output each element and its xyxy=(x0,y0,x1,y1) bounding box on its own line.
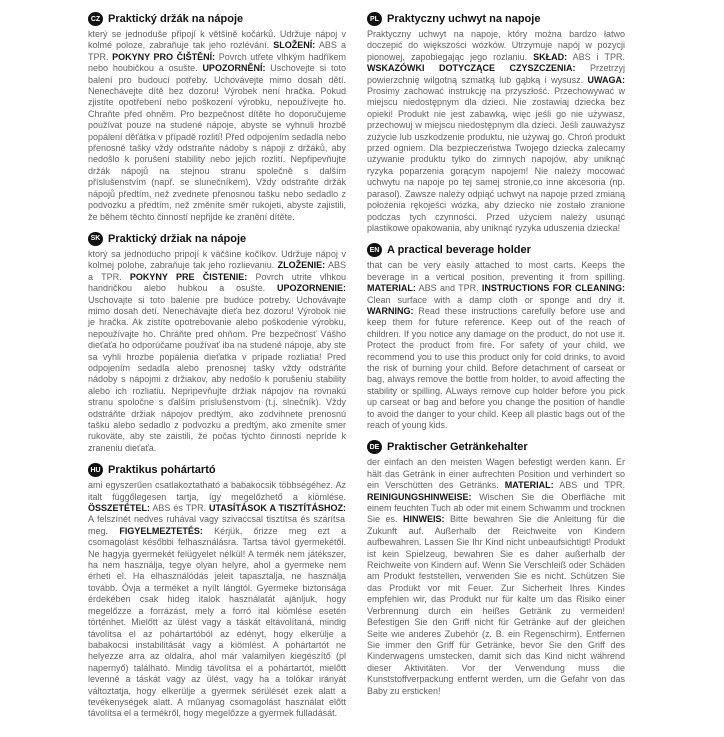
body-text: Uschovajte si toto balenie pre budúce potreby. Uchovávajte mimo dosah detí. Nenechávajte dieťa bez dozoru! Výrobok nie je hračka. Ak zistíte opotrebovanie alebo poškodenie výrobku, nepoužívajte ho. Chráňte pred ohňom. Pre bezpečnosť Vášho dieťaťa ho odporúčame používať iba na studené nápoje, aby ste sa vyhli hrozbe popálenia dieťatka v prípade rozliatia! Pred odpojením sedadla alebo prenosnej tašky vždy odstráňte nádoby s nápojmi z držiakov, aby nedošlo k porušeniu stability alebo ich rozliatiu. Nepripevňujte držiak nápojov na rovnakú stranu spoločne s ďalším príslušenstvom (t.j. slnečník). Vždy odstráňte držiak nápojov predtým, ako zodvihnete prenosnú tašku alebo sedadlo z podvozku a predtým, ako zmeníte smer rukoväte, aby ste zaistili, že počas týchto činností nepríde k zraneniu dieťaťa. xyxy=(88,294,346,453)
section-body xyxy=(367,457,625,697)
body-keyword: ZLOŽENIE: xyxy=(277,260,326,271)
body-keyword: UWAGA: xyxy=(587,74,625,85)
section-title: A practical beverage holder xyxy=(387,244,531,257)
body-text: Povrch utřete vlhkým hadříkem nebo houbičkou a osušte. xyxy=(88,51,346,74)
body-keyword: FIGYELMEZTETÉS: xyxy=(119,525,203,536)
section-cz xyxy=(88,12,346,223)
language-badge-pl: PL xyxy=(367,12,382,26)
body-text: Praktyczny uchwyt na napoje, który można bardzo łatwo doczepić do większości wózków. Utrzymuje napój w pozycji pionowej, zapobiegając jego rozlaniu. xyxy=(367,29,625,62)
body-text: ABS és TPR. xyxy=(150,503,210,514)
section-sk xyxy=(88,232,346,454)
section-body xyxy=(88,249,346,454)
language-badge-sk: SK xyxy=(88,232,103,246)
body-keyword: WARNING: xyxy=(367,305,414,316)
left-column xyxy=(88,12,346,729)
section-title: Praktický držák na nápoje xyxy=(108,13,244,25)
body-keyword: REINIGUNGSHINWEISE: xyxy=(367,491,472,502)
section-en xyxy=(367,243,625,431)
section-title: Praktyczny uchwyt na napoje xyxy=(387,13,541,25)
body-text: který se jednoduše připojí k většině kočárků. Udržuje nápoj v kolmé poloze, zabraňuje tak jeho rozlévání. xyxy=(88,29,346,51)
section-title: Praktický držiak na nápoje xyxy=(108,232,247,245)
section-title: Praktischer Getränkehalter xyxy=(387,441,528,454)
body-text: ABS und TPR. xyxy=(553,480,625,491)
body-text: Prosimy zachować instrukcję na przyszłość. Przechowywać w miejscu niedostępnym dla dzieci. Nie zostawiaj dziecka bez opieki! Produkt nie jest zabawką, więc jeśli go nie używasz, przechowuj w miejscu niedostępnym dla dzieci. Jeśli zauważysz zużycie lub uszkodzenie produktu, nie używaj go. Chroń produkt przed ogniem. Dla bezpieczeństwa Twojego dziecka zalecamy używanie produktu tylko do zimnych napojów, aby uniknąć ryzyka poparzenia gorącym napojem! Nie należy mocować uchwytu na napoje po tej samej stronie,co inne akcesoria (np. parasol). Zawsze należy odpiąć uchwyt na napoje przed zmianą położenia rękojeści wózka, aby dziecko nie zostało zranione podczas tych czynności. Przed użyciem należy usunąć plastikowe opakowania, aby uniknąć ryzyka uduszenia dziecka! xyxy=(367,86,625,233)
section-body xyxy=(88,480,346,720)
body-text: ktorý sa jednoducho pripojí k väčšine kočíkov. Udržuje nápoj v kolmej polohe, zabraňuje tak jeho rozlievaniu. xyxy=(88,248,346,271)
body-text: ABS and TPR. xyxy=(415,283,482,294)
body-keyword: UPOZORNENIE: xyxy=(276,283,346,294)
section-heading xyxy=(88,232,346,246)
body-text: Uschovejte si toto balení pro budoucí potřeby. Uchovávejte mimo dosah dětí. Nenechávejte dítě bez dozoru! Výrobek není hračka. Pokud zjistíte opotřebení nebo poškození výrobku, nepoužívejte ho. Chraňte před ohněm. Pro bezpečnost dítěte ho doporučujeme používat pouze na studené nápoje, abyste se vyhnuli hrozbě popálení děťátka v případě rozlití! Před odpojením sedadla nebo přenosné tašky vždy odstraňte nádoby s nápoji z držáků, aby nedošlo k porušení stability nebo jejich rozlití. Nepřipevňujte držák nápojů na stejnou stranu společně s dalším příslušenstvím (např. se slunečníkem). Vždy odstraňte držák nápojů předtím, než zvednete přenosnou tašku nebo sedadlo z podvozku a předtím, než změníte směr rukojeti, abyste zajistili, že během těchto činností nepřijde ke zranění dítěte. xyxy=(88,63,346,222)
section-heading xyxy=(88,12,346,26)
body-text: Clean surface with a damp cloth or sponge and dry it. xyxy=(367,294,625,305)
body-text: Povrch utrite vlhkou handričkou alebo hubkou a osušte. xyxy=(88,271,346,294)
body-keyword: SKŁAD: xyxy=(533,51,568,62)
body-keyword: UTASÍTÁSOK A TISZTÍTÁSHOZ: xyxy=(209,503,347,514)
language-badge-hu: HU xyxy=(88,463,103,477)
language-badge-en: EN xyxy=(367,243,382,257)
section-body xyxy=(367,260,625,431)
body-keyword: UPOZORNĚNÍ: xyxy=(202,63,266,74)
body-keyword: ÖSSZETÉTEL: xyxy=(88,503,151,514)
body-keyword: MATERIAL: xyxy=(504,480,554,491)
section-title: Praktikus pohártartó xyxy=(108,464,216,477)
body-keyword: INSTRUCTIONS FOR CLEANING: xyxy=(481,283,626,294)
body-text: ABS a TPR. xyxy=(88,40,346,62)
language-badge-de: DE xyxy=(367,440,382,454)
body-keyword: MATERIAL: xyxy=(367,283,416,294)
body-text: that can be very easily attached to most carts. Keeps the beverage in a vertical position, preventing it from spilling. xyxy=(367,260,625,282)
section-pl xyxy=(367,12,625,234)
body-text: Przetrzyj powierzchnię wilgotną szmatką lub gąbką i wysusz. xyxy=(367,63,625,85)
body-text: der einfach an den meisten Wagen befestigt werden kann. Er hält das Getränk in einer aufrechten Position und verhindert so ein Verschütten des Getränks. xyxy=(367,457,625,491)
right-column xyxy=(367,12,625,729)
body-text: ABS a TPR. xyxy=(88,260,346,282)
body-text: ami egyszerűen csatlakoztatható a babakocsik többségéhez. Az italt függőlegesen tartja, így megelőzhető a kiömlése. xyxy=(88,480,346,502)
section-body xyxy=(88,29,346,223)
body-text: Wischen Sie die Oberfläche mit einem feuchten Tuch ab oder mit einem Schwamm und trocknen Sie es. xyxy=(367,491,625,525)
section-heading xyxy=(367,440,625,454)
body-text: Bitte bewahren Sie die Anleitung für die Zukunft auf. Außerhalb der Reichweite von Kindern aufbewahren. Lassen Sie Ihr Kind nicht unbeaufsichtigt! Produkt ist kein Spielzeug, bewahren Sie es daher außerhalb der Reichweite von Kindern auf. Wenn Sie Verschleiß oder Schäden am Produkt feststellen, verwenden Sie es nicht. Schützen Sie das Produkt vor mit Feuer. Zur Sicherheit Ihres Kindes empfehlen wir, das Produkt nur für kalte um das Risiko einer Verbrennung durch ein heißes Getränk zu vermeiden! Befestigen Sie den Griff nicht für Getränke auf der gleichen Seite wie anderes Zubehör (z. B. ein Regenschirm). Entfernen Sie immer den Griff für Getränke, bevor Sie den Griff des Kinderwagens umstecken, damit sich das Kind nicht während dieser Aktivitäten. Vor der Verwendung muss die Kunststoffverpackung entfernt werden, um die Gefahr von das Baby zu ersticken! xyxy=(367,514,626,696)
body-text: A felszínét nedves ruhával vagy szivaccsal tisztítsa és szárítsa meg. xyxy=(88,514,346,536)
section-hu xyxy=(88,463,346,720)
body-keyword: WSKAZÓWKI DOTYCZĄCE CZYSZCZENIA: xyxy=(367,63,576,74)
section-heading xyxy=(88,463,346,477)
body-keyword: SLOŽENÍ: xyxy=(273,40,316,51)
language-badge-cz: CZ xyxy=(88,12,103,26)
body-text: Kérjük, őrizze meg ezt a csomagolást későbbi felhasználásra. Tartsa távol gyermekétől. Ne hagyja gyermekét felügyelet nélkül! A termék nem játékszer, ha nem használja, tegye olyan helyre, ahol a gyermeke nem érheti el. Ha elhasználódás jeleit tapasztalja, ne használja tovább. Óvja a terméket a nyílt lángtól. Gyermeke biztonsága érdekében csak hideg italok használatát ajánljuk, hogy megelőzze a forrázást, mely a forró ital kiömlése esetén történhet. Mielőtt az ülést vagy a táskát eltávolítaná, mindig távolítsa el az pohártartóból az edényt, hogy elkerülje a babakocsi instabilitását vagy a kiömlést. A pohártartót ne helyezze arra az oldalra, ahol már valamilyen kiegészítő (pl napernyő) található. Mindig távolítsa el a pohártartót, mielőtt levenné a táskát vagy az ülést, vagy ha a tolókar irányát változtatja, hogy elkerülje a gyermek sérülését ezek alatt a tevékenységek alatt. A műanyag csomagolást használat előtt távolítsa el a termékről, hogy megelőzze a gyermek fulladását. xyxy=(88,525,347,719)
body-keyword: POKYNY PRO ČIŠTĚNÍ: xyxy=(112,51,216,62)
section-heading xyxy=(367,243,625,257)
section-heading xyxy=(367,12,625,26)
body-text: ABS i TPR. xyxy=(567,51,625,62)
body-text: Read these instructions carefully before use and keep them for future reference. Keep out of the reach of children. If you notice any damage on the product, do not use it. Protect the product from fire. For safety of your child, we recommend you to use this product only for cold drinks, to avoid the risk of burning your child. Before detachment of carseat or bag, always remove the bottle from holder, to avoid affecting the stability or spilling. ALways remove cup holder before you pick up carseat or bag and before you change the position of handle to avoid the danger to your child. Keep all plastic bags out of the reach of young kids. xyxy=(367,305,625,430)
section-de xyxy=(367,440,625,697)
section-body xyxy=(367,29,625,234)
body-keyword: HINWEIS: xyxy=(403,514,445,525)
body-keyword: POKYNY PRE ČISTENIE: xyxy=(129,271,248,282)
